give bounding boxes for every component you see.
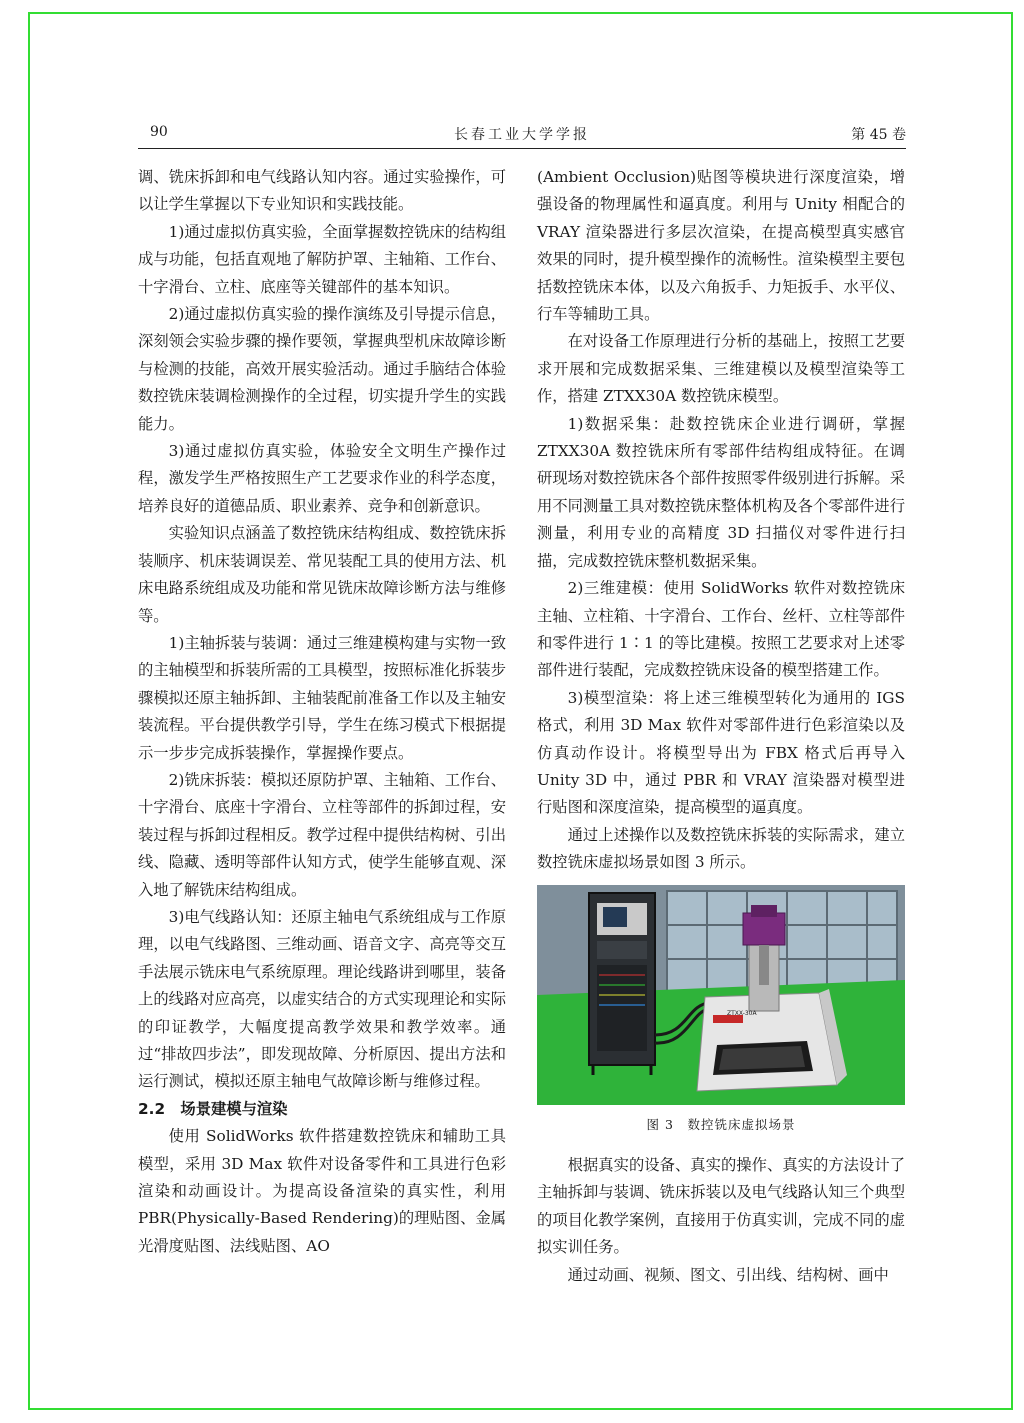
paragraph: 在对设备工作原理进行分析的基础上，按照工艺要求开展和完成数据采集、三维建模以及模型渲染等工作，搭建 ZTXX30A 数控铣床模型。	[537, 332, 905, 406]
paragraph: 通过动画、视频、图文、引出线、结构树、画中	[567, 1265, 889, 1284]
control-cabinet	[589, 893, 655, 1075]
paragraph: 3)电气线路认知：还原主轴电气系统组成与工作原理，以电气线路图、三维动画、语音文字、高亮等交互手法展示铣床电气系统原理。理论线路讲到哪里，装备上的线路对应高亮，以虚实结合的方式实现理论和实际的印证教学，大幅度提高教学效果和教学效率。通过“排故四步法”，即发现故障、分析原因、提出方法和运行测试，模拟还原主轴电气故障诊断与维修过程。	[138, 907, 506, 1091]
paragraph: 3)模型渲染：将上述三维模型转化为通用的 IGS 格式，利用 3D Max 软件对零部件进行色彩渲染以及仿真动作设计。将模型导出为 FBX 格式后再导入 Unity 3D 中，通过 PBR 和 VRAY 渲染器对模型进行贴图和深度渲染，提高模型的逼真度。	[537, 688, 905, 817]
paragraph: (Ambient Occlusion)贴图等模块进行深度渲染，增强设备的物理属性和逼真度。利用与 Unity 相配合的 VRAY 渲染器进行多层次渲染，在提高模型真实感官效果的同时，提升模型操作的流畅性。渲染模型主要包括数控铣床本体，以及六角扳手、力矩扳手、水平仪、行车等辅助工具。	[537, 168, 905, 324]
section-heading: 2.2 场景建模与渲染	[138, 1099, 288, 1118]
paragraph: 2)通过虚拟仿真实验的操作演练及引导提示信息，深刻领会实验步骤的操作要领，掌握典型机床故障诊断与检测的技能，高效开展实验活动。通过手脑结合体验数控铣床装调检测操作的全过程，切实提升学生的实践能力。	[138, 305, 506, 433]
figure-caption: 图 3 数控铣床虚拟场景	[646, 1116, 796, 1132]
paragraph: 1)通过虚拟仿真实验，全面掌握数控铣床的结构组成与功能，包括直观地了解防护罩、主轴箱、工作台、十字滑台、立柱、底座等关键部件的基本知识。	[138, 222, 506, 296]
page-number: 90	[150, 124, 168, 140]
paragraph: 根据真实的设备、真实的操作、真实的方法设计了主轴拆卸与装调、铣床拆装以及电气线路认知三个典型的项目化教学案例，直接用于仿真实训，完成不同的虚拟实训任务。	[537, 1155, 905, 1257]
right-column	[537, 164, 905, 1289]
machine-label: ZTXX-30A	[727, 1009, 757, 1017]
paragraph: 通过上述操作以及数控铣床拆装的实际需求，建立数控铣床虚拟场景如图 3 所示。	[537, 825, 905, 872]
paragraph: 2)三维建模：使用 SolidWorks 软件对数控铣床主轴、立柱箱、十字滑台、工作台、丝杆、立柱等部件和零件进行 1∶1 的等比建模。按照工艺要求对上述零部件进行装配，完成数控铣床设备的模型搭建工作。	[537, 579, 905, 680]
paragraph: 3)通过虚拟仿真实验，体验安全文明生产操作过程，激发学生严格按照生产工艺要求作业的科学态度，培养良好的道德品质、职业素养、竞争和创新意识。	[138, 442, 506, 515]
header-rule	[138, 148, 906, 149]
paragraph: 调、铣床拆卸和电气线路认知内容。通过实验操作，可以让学生掌握以下专业知识和实践技能。	[138, 168, 506, 214]
journal-title: 长春工业大学学报	[454, 127, 590, 143]
paragraph: 1)主轴拆装与装调：通过三维建模构建与实物一致的主轴模型和拆装所需的工具模型，按照标准化拆装步骤模拟还原主轴拆卸、主轴装配前准备工作以及主轴安装流程。平台提供教学引导，学生在练习模式下根据提示一步步完成拆装操作，掌握操作要点。	[138, 633, 506, 762]
paragraph: 2)铣床拆装：模拟还原防护罩、主轴箱、工作台、十字滑台、底座十字滑台、立柱等部件的拆卸过程，安装过程与拆卸过程相反。教学过程中提供结构树、引出线、隐藏、透明等部件认知方式，使学生能够直观、深入地了解铣床结构组成。	[138, 770, 506, 899]
page-header	[138, 124, 906, 146]
figure-virtual-scene	[537, 885, 905, 1105]
paragraph: 使用 SolidWorks 软件搭建数控铣床和辅助工具模型，采用 3D Max 软件对设备零件和工具进行色彩渲染和动画设计。为提高设备渲染的真实性，利用 PBR(Physically-Based Rendering)的理贴图、金属光滑度贴图、法线贴图、AO	[138, 1127, 506, 1255]
volume-label: 第 45 卷	[851, 127, 906, 143]
paragraph: 实验知识点涵盖了数控铣床结构组成、数控铣床拆装顺序、机床装调误差、常见装配工具的使用方法、机床电路系统组成及功能和常见铣床故障诊断方法与维修等。	[138, 524, 506, 625]
virtual-scene-illustration	[537, 885, 905, 1105]
left-column	[138, 164, 506, 1260]
paragraph: 1)数据采集：赴数控铣床企业进行调研，掌握 ZTXX30A 数控铣床所有零部件结构组成特征。在调研现场对数控铣床各个部件按照零件级别进行拆解。采用不同测量工具对数控铣床整体机构及各个零部件进行测量，利用专业的高精度 3D 扫描仪对零件进行扫描，完成数控铣床整机数据采集。	[537, 414, 905, 570]
